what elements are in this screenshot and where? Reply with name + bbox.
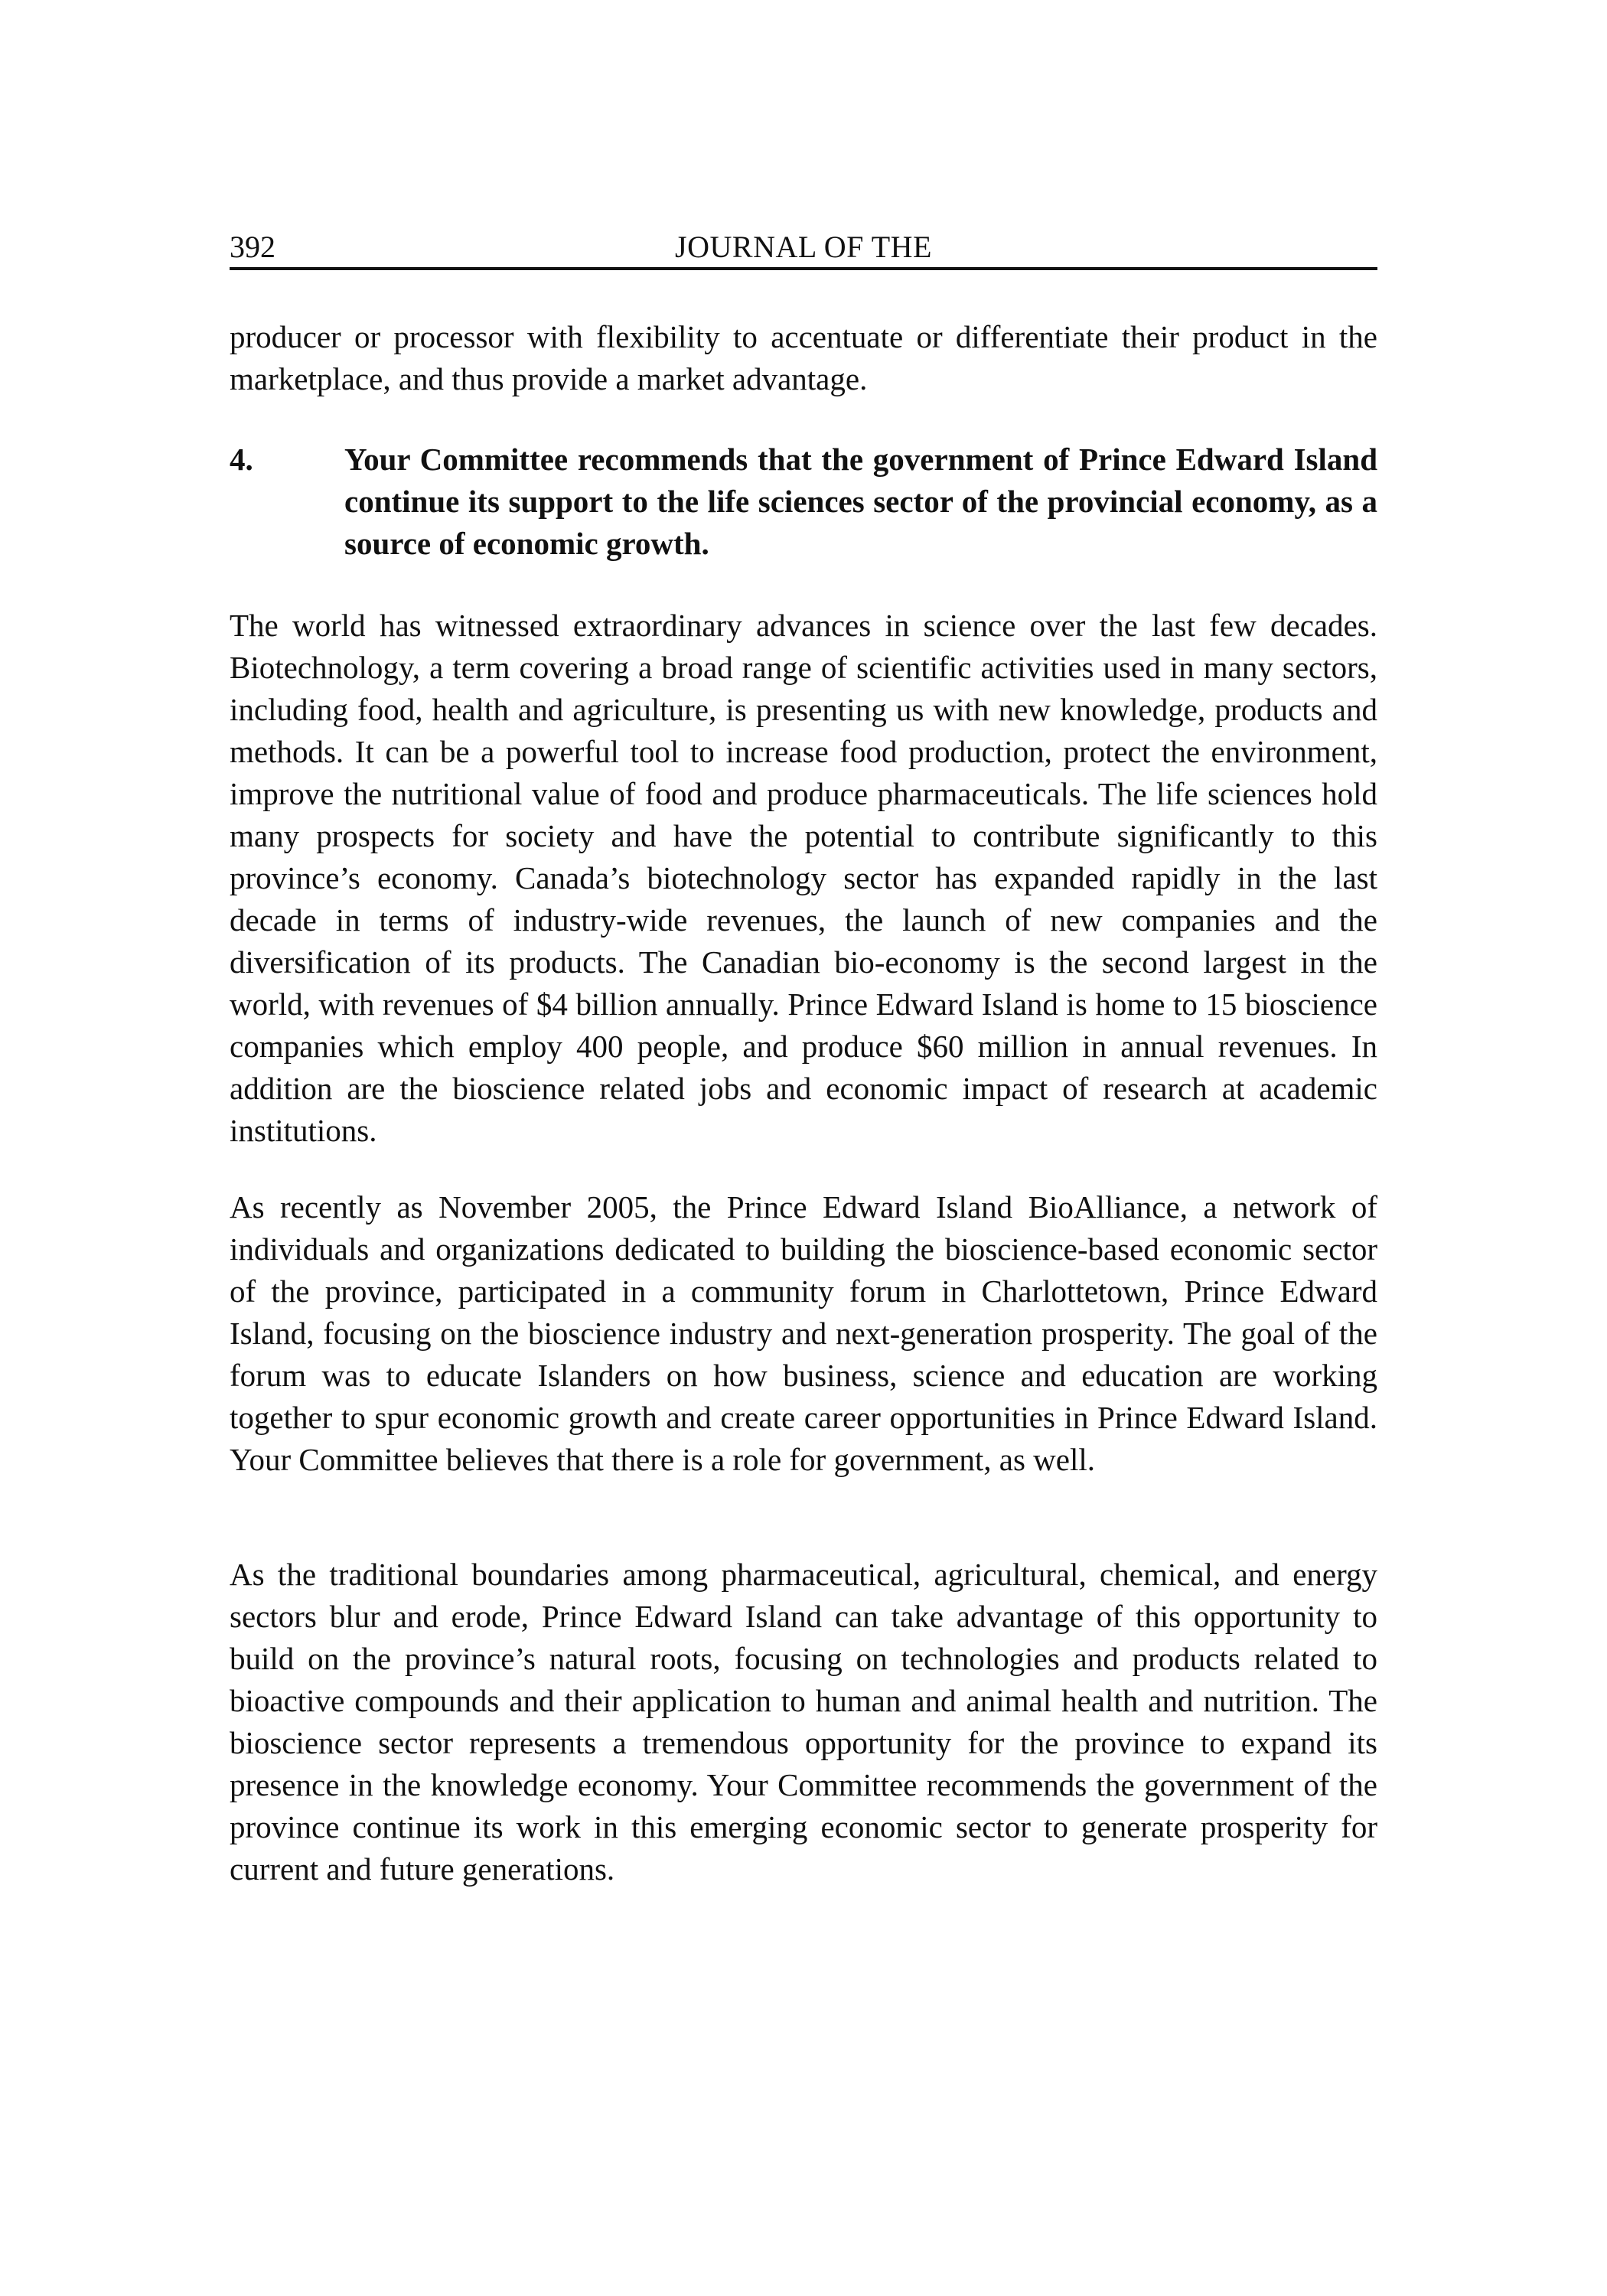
continuation-paragraph: producer or processor with flexibility to accentuate or differentiate their product in the marketplace, and thus provide a market advantage.	[230, 319, 1377, 396]
running-head: JOURNAL OF THE	[675, 230, 932, 264]
journal-page	[230, 0, 1377, 2296]
recommendation-number: 4.	[230, 442, 253, 477]
page-number: 392	[230, 230, 275, 264]
body-paragraph-bioalliance: As recently as November 2005, the Prince Edward Island BioAlliance, a network of individuals and organizations dedicated to building the bioscience-based economic sector of the province, participated in a community forum in Charlottetown, Prince Edward Island, focusing on the bioscience industry and next-generation prosperity. The goal of the forum was to educate Islanders on how business, science and education are working together to spur economic growth and create career opportunities in Prince Edward Island. Your Committee believes that there is a role for government, as well.	[230, 1189, 1377, 1477]
recommendation-text: Your Committee recommends that the government of Prince Edward Island continue its support to the life sciences sector of the provincial economy, as a source of economic growth.	[344, 442, 1377, 561]
body-paragraph-biotechnology: The world has witnessed extraordinary advances in science over the last few decades. Biotechnology, a term covering a broad range of scientific activities used in many sectors, including food, health and agriculture, is presenting us with new knowledge, products and methods. It can be a powerful tool to increase food production, protect the environment, improve the nutritional value of food and produce pharmaceuticals. The life sciences hold many prospects for society and have the potential to contribute significantly to this province’s economy. Canada’s biotechnology sector has expanded rapidly in the last decade in terms of industry-wide revenues, the launch of new companies and the diversification of its products. The Canadian bio-economy is the second largest in the world, with revenues of $4 billion annually. Prince Edward Island is home to 15 bioscience companies which employ 400 people, and produce $60 million in annual revenues. In addition are the bioscience related jobs and economic impact of research at academic institutions.	[230, 608, 1377, 1148]
body-paragraph-bioscience-sector: As the traditional boundaries among pharmaceutical, agricultural, chemical, and energy sectors blur and erode, Prince Edward Island can take advantage of this opportunity to build on the province’s natural roots, focusing on technologies and products related to bioactive compounds and their application to human and animal health and nutrition. The bioscience sector represents a tremendous opportunity for the province to expand its presence in the knowledge economy. Your Committee recommends the government of the province continue its work in this emerging economic sector to generate prosperity for current and future generations.	[230, 1557, 1377, 1887]
page-header	[230, 227, 1377, 270]
